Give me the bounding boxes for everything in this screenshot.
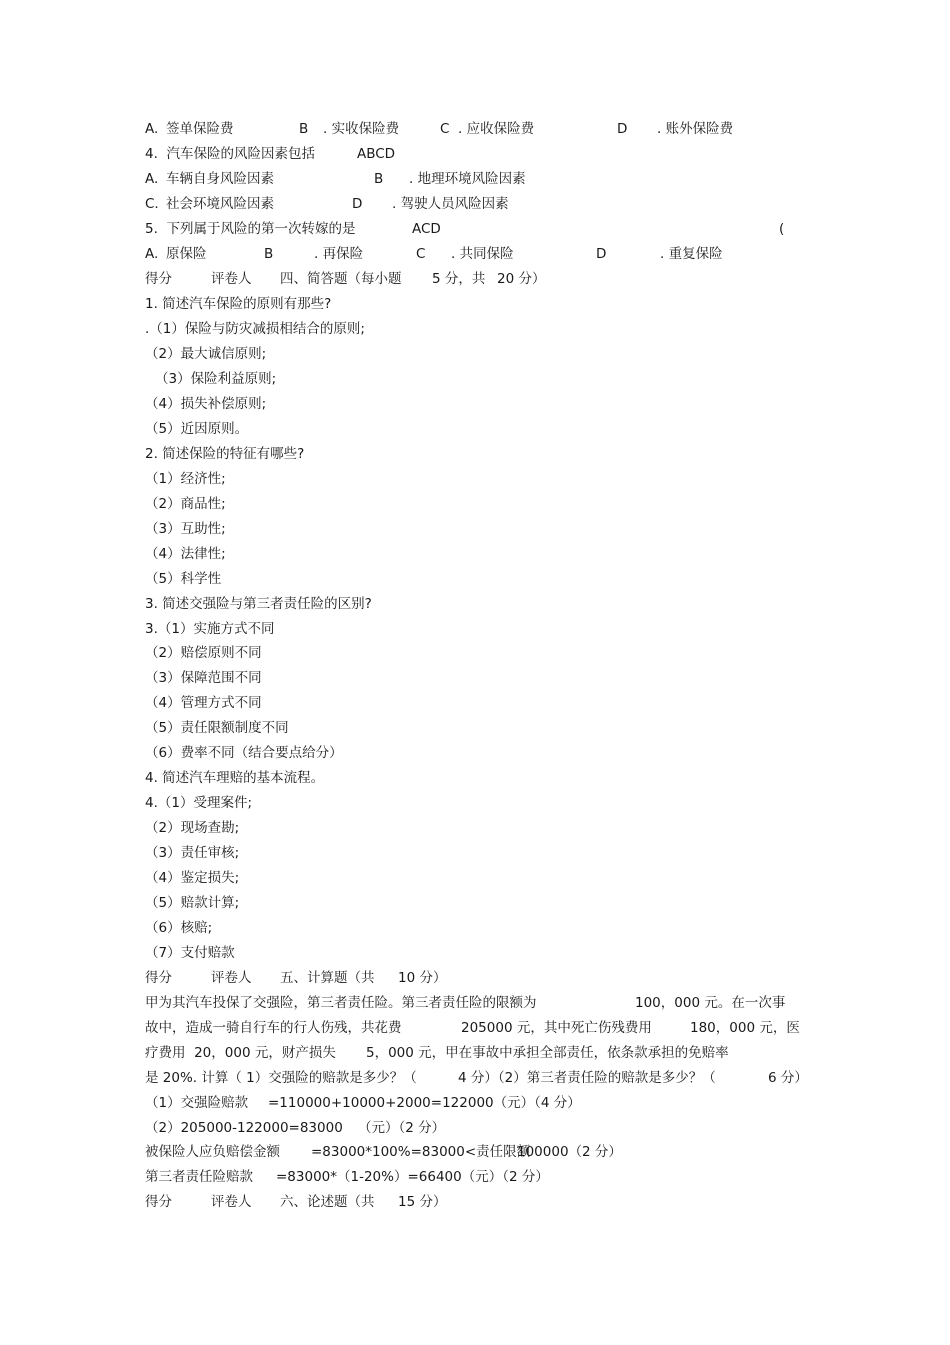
option-letter: D xyxy=(617,121,628,137)
document-page: A. 签单保险费 B . 实收保险费 C . 应收保险费 D . 账外保险费 4. 汽车保险的风险因素包括 ABCD A. 车辆自身风险因素 B . 地理环境风险因素 C. 社会环境风险因素 D . 驾驶人员风险因素 5. 下列属于风险的第一次转嫁的是 ACD ( A. 原保险 B . 再保险 C . 共同保险 D . 重复保险 得分 评卷人 四、简答题（每小题 5 分，共 20 分） 1. 简述汽车保险的原则有那些? .（1）保险与防灾减损相结合的原则; （2）最大诚信原则; （3）保险利益原则; （4）损失补偿原则; （5）近因原则。 2. 简述保险的特征有哪些? （1）经济性; （2）商品性; （3）互助性; （4）法律性; （5）科学性 3. 简述交强险与第三者责任险的区别? 3.（1）实施方式不同 （2）赔偿原则不同 （3）保障范围不同 （4）管理方式不同 （5）责任限额制度不同 （6）费率不同（结合要点给分） 4. 简述汽车理赔的基本流程。 4.（1）受理案件; （2）现场查勘; （3）责任审核; （4）鉴定损失; （5）赔款计算; （6）核赔; （7）支付赔款 得分 评卷人 五、计算题（共 10 分） 甲为其汽车投保了交强险，第三者责任险。第三者责任险的限额为 100，000 元。在一次事 故中，造成一骑自行车的行人伤残，共花费 205000 元，其中死亡伤残费用 180，000 元，医 疗费用 20，000 元，财产损失 5，000 元，甲在事故中承担全部责任，依条款承担的免赔率 是 20%. 计算（ 1）交强险的赔款是多少？（ 4 分）（2）第三者责任险的赔款是多少？（ 6 分） （1）交强险赔款 =110000+10000+2000=122000（元）（4 分） （2）205000-122000=83000 （元）（2 分） 被保险人应负赔偿金额 =83000*100%=83000<责任限额 100000（2 分） 第三者责任险赔款 =83000*（1-20%）=66400（元）（2 分） 得分 评卷人 六、论述题（共 15 分） xyxy=(0,0,950,1345)
calc-solution-line: 被保险人应负赔偿金额 =83000*100%=83000<责任限额 100000（2 分） xyxy=(145,1144,622,1160)
option-text: . 共同保险 xyxy=(451,246,514,262)
calc-problem-line: 是 20%. 计算（ 1）交强险的赔款是多少？（ 4 分）（2）第三者责任险的赔款是多少？（ 6 分） xyxy=(145,1070,808,1086)
short-answer-question: 4. 简述汽车理赔的基本流程。 xyxy=(145,770,325,786)
question-stem: 5. 下列属于风险的第一次转嫁的是 xyxy=(145,221,356,237)
calc-problem-line: 疗费用 20，000 元，财产损失 5，000 元，甲在事故中承担全部责任，依条款承担的免赔率 xyxy=(145,1045,729,1061)
short-answer-question: 2. 简述保险的特征有哪些? xyxy=(145,446,305,462)
section-title: 六、论述题（共 xyxy=(280,1194,375,1210)
score-label: 得分 xyxy=(145,970,172,986)
option-letter: B xyxy=(264,246,274,262)
question-stem: 4. 汽车保险的风险因素包括 xyxy=(145,146,315,162)
option-letter: C xyxy=(416,246,426,262)
calc-solution-line: 第三者责任险赔款 =83000*（1-20%）=66400（元）（2 分） xyxy=(145,1169,549,1185)
score-label: 得分 xyxy=(145,1194,172,1210)
option-text: . 实收保险费 xyxy=(323,121,400,137)
option-text: 原保险 xyxy=(166,246,207,262)
section-title: 20 分） xyxy=(497,271,546,287)
option-text: . 重复保险 xyxy=(660,246,723,262)
section-header-6 xyxy=(0,1193,447,1211)
option-text: 车辆自身风险因素 xyxy=(166,171,274,187)
option-text: . 驾驶人员风险因素 xyxy=(392,196,509,212)
option-letter: A. xyxy=(145,121,159,137)
q4-options-row-2 xyxy=(0,195,509,213)
question-5 xyxy=(0,220,785,238)
answer-paren: ( xyxy=(779,221,785,237)
option-letter: C. xyxy=(145,196,159,212)
option-letter: D xyxy=(352,196,363,212)
section-title: 15 分） xyxy=(398,1194,447,1210)
short-answer-question: 3. 简述交强险与第三者责任险的区别? xyxy=(145,596,372,612)
option-letter: A. xyxy=(145,246,159,262)
q5-options-row xyxy=(0,245,723,263)
option-text: 签单保险费 xyxy=(166,121,234,137)
calc-solution-line: （2）205000-122000=83000 （元）（2 分） xyxy=(145,1120,446,1136)
grader-label: 评卷人 xyxy=(211,970,252,986)
option-text: . 地理环境风险因素 xyxy=(409,171,526,187)
short-answer-question: 1. 简述汽车保险的原则有那些? xyxy=(145,296,332,312)
grader-label: 评卷人 xyxy=(211,271,252,287)
calc-solution-line: （1）交强险赔款 =110000+10000+2000=122000（元）（4 分） xyxy=(145,1095,581,1111)
option-letter: D xyxy=(596,246,607,262)
calc-problem-line: 甲为其汽车投保了交强险，第三者责任险。第三者责任险的限额为 100，000 元。在一次事 xyxy=(145,995,786,1011)
question-answer: ABCD xyxy=(357,146,396,162)
calc-problem-line: 故中，造成一骑自行车的行人伤残，共花费 205000 元，其中死亡伤残费用 180，000 元，医 xyxy=(145,1020,800,1036)
option-text: . 账外保险费 xyxy=(657,121,734,137)
question-answer: ACD xyxy=(412,221,441,237)
option-text: . 应收保险费 xyxy=(458,121,535,137)
option-text: . 再保险 xyxy=(314,246,364,262)
section-title: 10 分） xyxy=(398,970,447,986)
option-letter: C xyxy=(440,121,450,137)
section-title: 四、简答题（每小题 xyxy=(280,271,402,287)
q4-options-row-1 xyxy=(0,170,526,188)
grader-label: 评卷人 xyxy=(211,1194,252,1210)
section-header-5 xyxy=(0,969,447,987)
section-title: 五、计算题（共 xyxy=(280,970,375,986)
section-title: 5 分，共 xyxy=(432,271,486,287)
option-letter: B xyxy=(374,171,384,187)
q3-options-row xyxy=(0,120,734,138)
option-text: 社会环境风险因素 xyxy=(166,196,274,212)
question-4 xyxy=(0,145,396,163)
option-letter: A. xyxy=(145,171,159,187)
score-label: 得分 xyxy=(145,271,172,287)
section-header-4 xyxy=(0,270,546,288)
option-letter: B xyxy=(299,121,309,137)
